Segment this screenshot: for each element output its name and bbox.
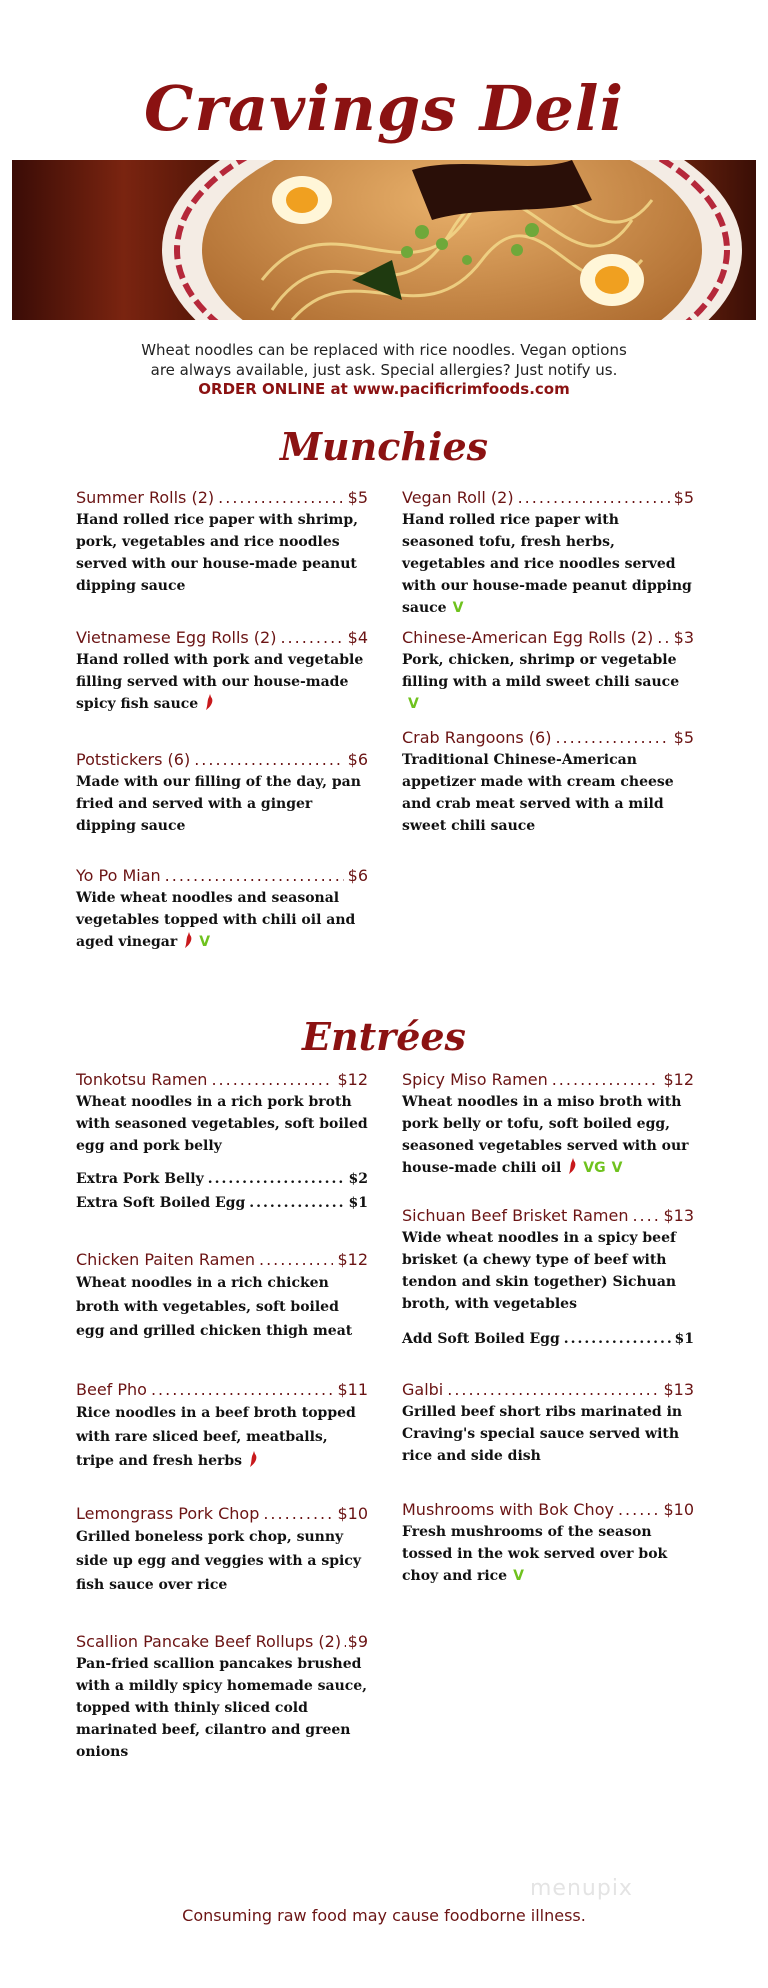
menu-item-sichuan-beef-brisket-ramen [402,1206,694,1347]
item-price: $13 [663,1380,694,1399]
item-description: Wide wheat noodles in a spicy beef brisket (a chewy type of beef with tendon and skin together) Sichuan broth, with vegetables [402,1230,677,1312]
extra-soft-boiled-egg [76,1195,368,1211]
menu-item-beef-pho [76,1380,368,1475]
item-name: Beef Pho [76,1380,147,1399]
item-name: Mushrooms with Bok Choy [402,1500,614,1519]
chili-pepper-icon [204,694,214,717]
item-name: Lemongrass Pork Chop [76,1504,260,1523]
item-name: Sichuan Beef Brisket Ramen [402,1206,629,1225]
item-price: $13 [663,1206,694,1225]
item-price: $5 [347,488,368,507]
item-price: $11 [337,1380,368,1399]
item-price: $12 [337,1250,368,1269]
item-name: Chicken Paiten Ramen [76,1250,255,1269]
menu-item-galbi [402,1380,694,1467]
item-description: Rice noodles in a beef broth topped with rare sliced beef, meatballs, tripe and fresh herbs [76,1405,356,1469]
order-online-link[interactable]: ORDER ONLINE at www.pacificrimfoods.com [198,380,570,398]
item-description: Traditional Chinese-American appetizer made with cream cheese and crab meat served with a mild sweet chili sauce [402,752,674,834]
extra-price: $1 [674,1331,694,1347]
vegan-tag: V [408,696,419,712]
menu-item-crab-rangoons [402,728,694,837]
extra-price: $1 [348,1195,368,1211]
vegan-tag: V [199,934,211,950]
extra-name: Add Soft Boiled Egg [402,1331,560,1347]
raw-food-disclaimer: Consuming raw food may cause foodborne illness. [182,1906,586,1925]
extra-name: Extra Soft Boiled Egg [76,1195,246,1211]
entrees-heading: Entrées [302,1014,466,1059]
item-name: Crab Rangoons (6) [402,728,552,747]
menu-item-summer-rolls [76,488,368,597]
menu-item-potstickers [76,750,368,837]
item-price: $12 [663,1070,694,1089]
menu-item-yo-po-mian [76,866,368,955]
item-price: $4 [347,628,368,647]
item-description: Wide wheat noodles and seasonal vegetables topped with chili oil and aged vinegar [76,890,356,950]
item-description: Pork, chicken, shrimp or vegetable filling with a mild sweet chili sauce [402,652,680,690]
menu-item-vietnamese-egg-rolls [76,628,368,717]
item-description: Pan-fried scallion pancakes brushed with a mildly spicy homemade sauce, topped with thinly sliced cold marinated beef, cilantro and green onions [76,1656,368,1760]
extra-add-soft-boiled-egg [402,1331,694,1347]
ramen-banner-image [12,160,756,320]
munchies-heading: Munchies [279,424,489,469]
menu-item-chicken-paiten-ramen [76,1250,368,1343]
item-price: $10 [337,1504,368,1523]
item-description: Wheat noodles in a rich pork broth with seasoned vegetables, soft boiled egg and pork belly [76,1094,368,1154]
item-description: Grilled beef short ribs marinated in Craving's special sauce served with rice and side dish [402,1404,683,1464]
chili-pepper-icon [248,1451,258,1475]
item-price: $3 [673,628,694,647]
item-price: $5 [673,488,694,507]
vegan-tag: V [452,600,464,616]
menu-item-tonkotsu-ramen [76,1070,368,1211]
extra-name: Extra Pork Belly [76,1171,204,1187]
item-price: $12 [337,1070,368,1089]
menu-item-lemongrass-pork-chop [76,1504,368,1597]
item-name: Chinese-American Egg Rolls (2) [402,628,654,647]
extra-price: $2 [348,1171,368,1187]
menu-item-vegan-roll [402,488,694,619]
item-description: Hand rolled with pork and vegetable filling served with our house-made spicy fish sauce [76,652,364,712]
extra-pork-belly [76,1171,368,1187]
vegan-tag: V [513,1568,524,1584]
item-description: Hand rolled rice paper with seasoned tofu, fresh herbs, vegetables and rice noodles served with our house-made peanut dipping sauce [402,512,692,616]
item-description: Made with our filling of the day, pan fried and served with a ginger dipping sauce [76,774,361,834]
item-name: Summer Rolls (2) [76,488,215,507]
item-description: Fresh mushrooms of the season tossed in the wok served over bok choy and rice [402,1524,668,1584]
intro-line-1: Wheat noodles can be replaced with rice noodles. Vegan options [141,341,627,359]
vegetarian-tag: VG [583,1160,606,1176]
item-description: Hand rolled rice paper with shrimp, pork, vegetables and rice noodles served with our house-made peanut dipping sauce [76,512,358,594]
menu-item-spicy-miso-ramen [402,1070,694,1181]
item-name: Vietnamese Egg Rolls (2) [76,628,277,647]
item-description: Wheat noodles in a rich chicken broth with vegetables, soft boiled egg and grilled chicken thigh meat [76,1275,353,1339]
item-description: Grilled boneless pork chop, sunny side up egg and veggies with a spicy fish sauce over rice [76,1529,361,1593]
item-name: Yo Po Mian [76,866,161,885]
item-name: Galbi [402,1380,444,1399]
item-price: $6 [347,866,368,885]
menu-item-mushrooms-with-bok-choy [402,1500,694,1587]
intro-text [100,340,668,380]
item-price: $5 [673,728,694,747]
vegan-tag: V [611,1160,623,1176]
item-name: Scallion Pancake Beef Rollups (2) [76,1632,342,1651]
menu-item-scallion-pancake-beef-rollups [76,1632,368,1763]
intro-line-2: are always available, just ask. Special allergies? Just notify us. [150,361,618,379]
item-name: Tonkotsu Ramen [76,1070,208,1089]
item-name: Vegan Roll (2) [402,488,514,507]
ramen-bowl-illustration [12,160,756,320]
item-description: Wheat noodles in a miso broth with pork belly or tofu, soft boiled egg, seasoned vegetables served with our house-made chili oil [402,1094,689,1176]
restaurant-title: Cravings Deli [144,72,624,145]
chili-pepper-icon [183,932,193,955]
item-price: $6 [347,750,368,769]
watermark: menupix [530,1876,633,1901]
item-price: $9 [347,1632,368,1651]
menu-item-chinese-american-egg-rolls [402,628,694,715]
item-name: Potstickers (6) [76,750,191,769]
item-price: $10 [663,1500,694,1519]
item-name: Spicy Miso Ramen [402,1070,548,1089]
chili-pepper-icon [567,1158,577,1181]
